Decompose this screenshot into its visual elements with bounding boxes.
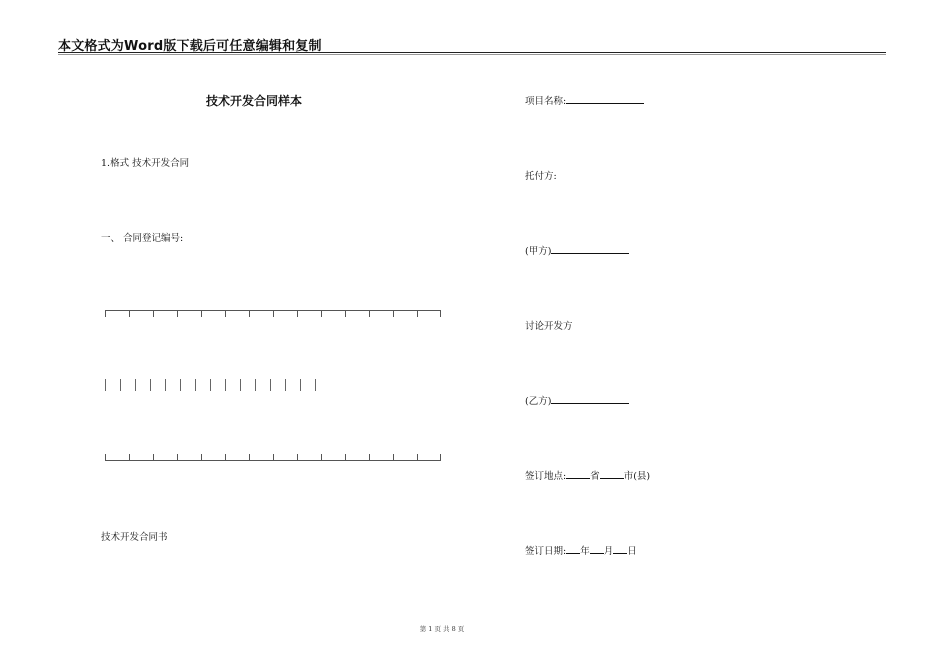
party-a-blank: [551, 243, 629, 254]
party-b-blank: [551, 393, 629, 404]
registration-number-box-bottom: [105, 452, 441, 461]
page-footer: 第 1 页 共 8 页: [419, 625, 465, 633]
party-a-label: (甲方): [525, 246, 552, 257]
party-a-field: [525, 243, 629, 257]
header-rule: [58, 52, 886, 53]
signing-place-field: [525, 468, 650, 482]
header-rule-thin: [58, 54, 886, 55]
day-label: 日: [627, 546, 637, 557]
city-blank: [600, 468, 624, 479]
registration-number-label: 一、 合同登记编号:: [101, 233, 184, 244]
project-name-blank: [566, 93, 644, 104]
registration-number-box-top: [105, 310, 441, 319]
contract-book-label: 技术开发合同书: [101, 532, 168, 543]
province-label: 省: [590, 471, 600, 482]
developer-party-label: 讨论开发方: [525, 321, 573, 332]
project-name-label: 项目名称:: [525, 96, 567, 107]
year-blank: [566, 543, 580, 554]
signing-date-label: 签订日期:: [525, 546, 567, 557]
province-blank: [566, 468, 590, 479]
signing-date-field: [525, 543, 637, 557]
format-line: 1.格式 技术开发合同: [101, 158, 190, 169]
day-blank: [613, 543, 627, 554]
party-b-field: [525, 393, 629, 407]
contract-title: 技术开发合同样本: [206, 94, 303, 108]
project-name-field: [525, 93, 644, 107]
month-label: 月: [603, 546, 614, 557]
document-header-title: 本文格式为Word版下载后可任意编辑和复制: [58, 39, 322, 54]
year-label: 年: [580, 546, 590, 557]
city-label: 市(县): [623, 471, 651, 482]
party-b-label: (乙方): [525, 396, 552, 407]
entrusting-party-label: 托付方:: [525, 171, 557, 182]
signing-place-label: 签订地点:: [525, 471, 567, 482]
month-blank: [590, 543, 604, 554]
